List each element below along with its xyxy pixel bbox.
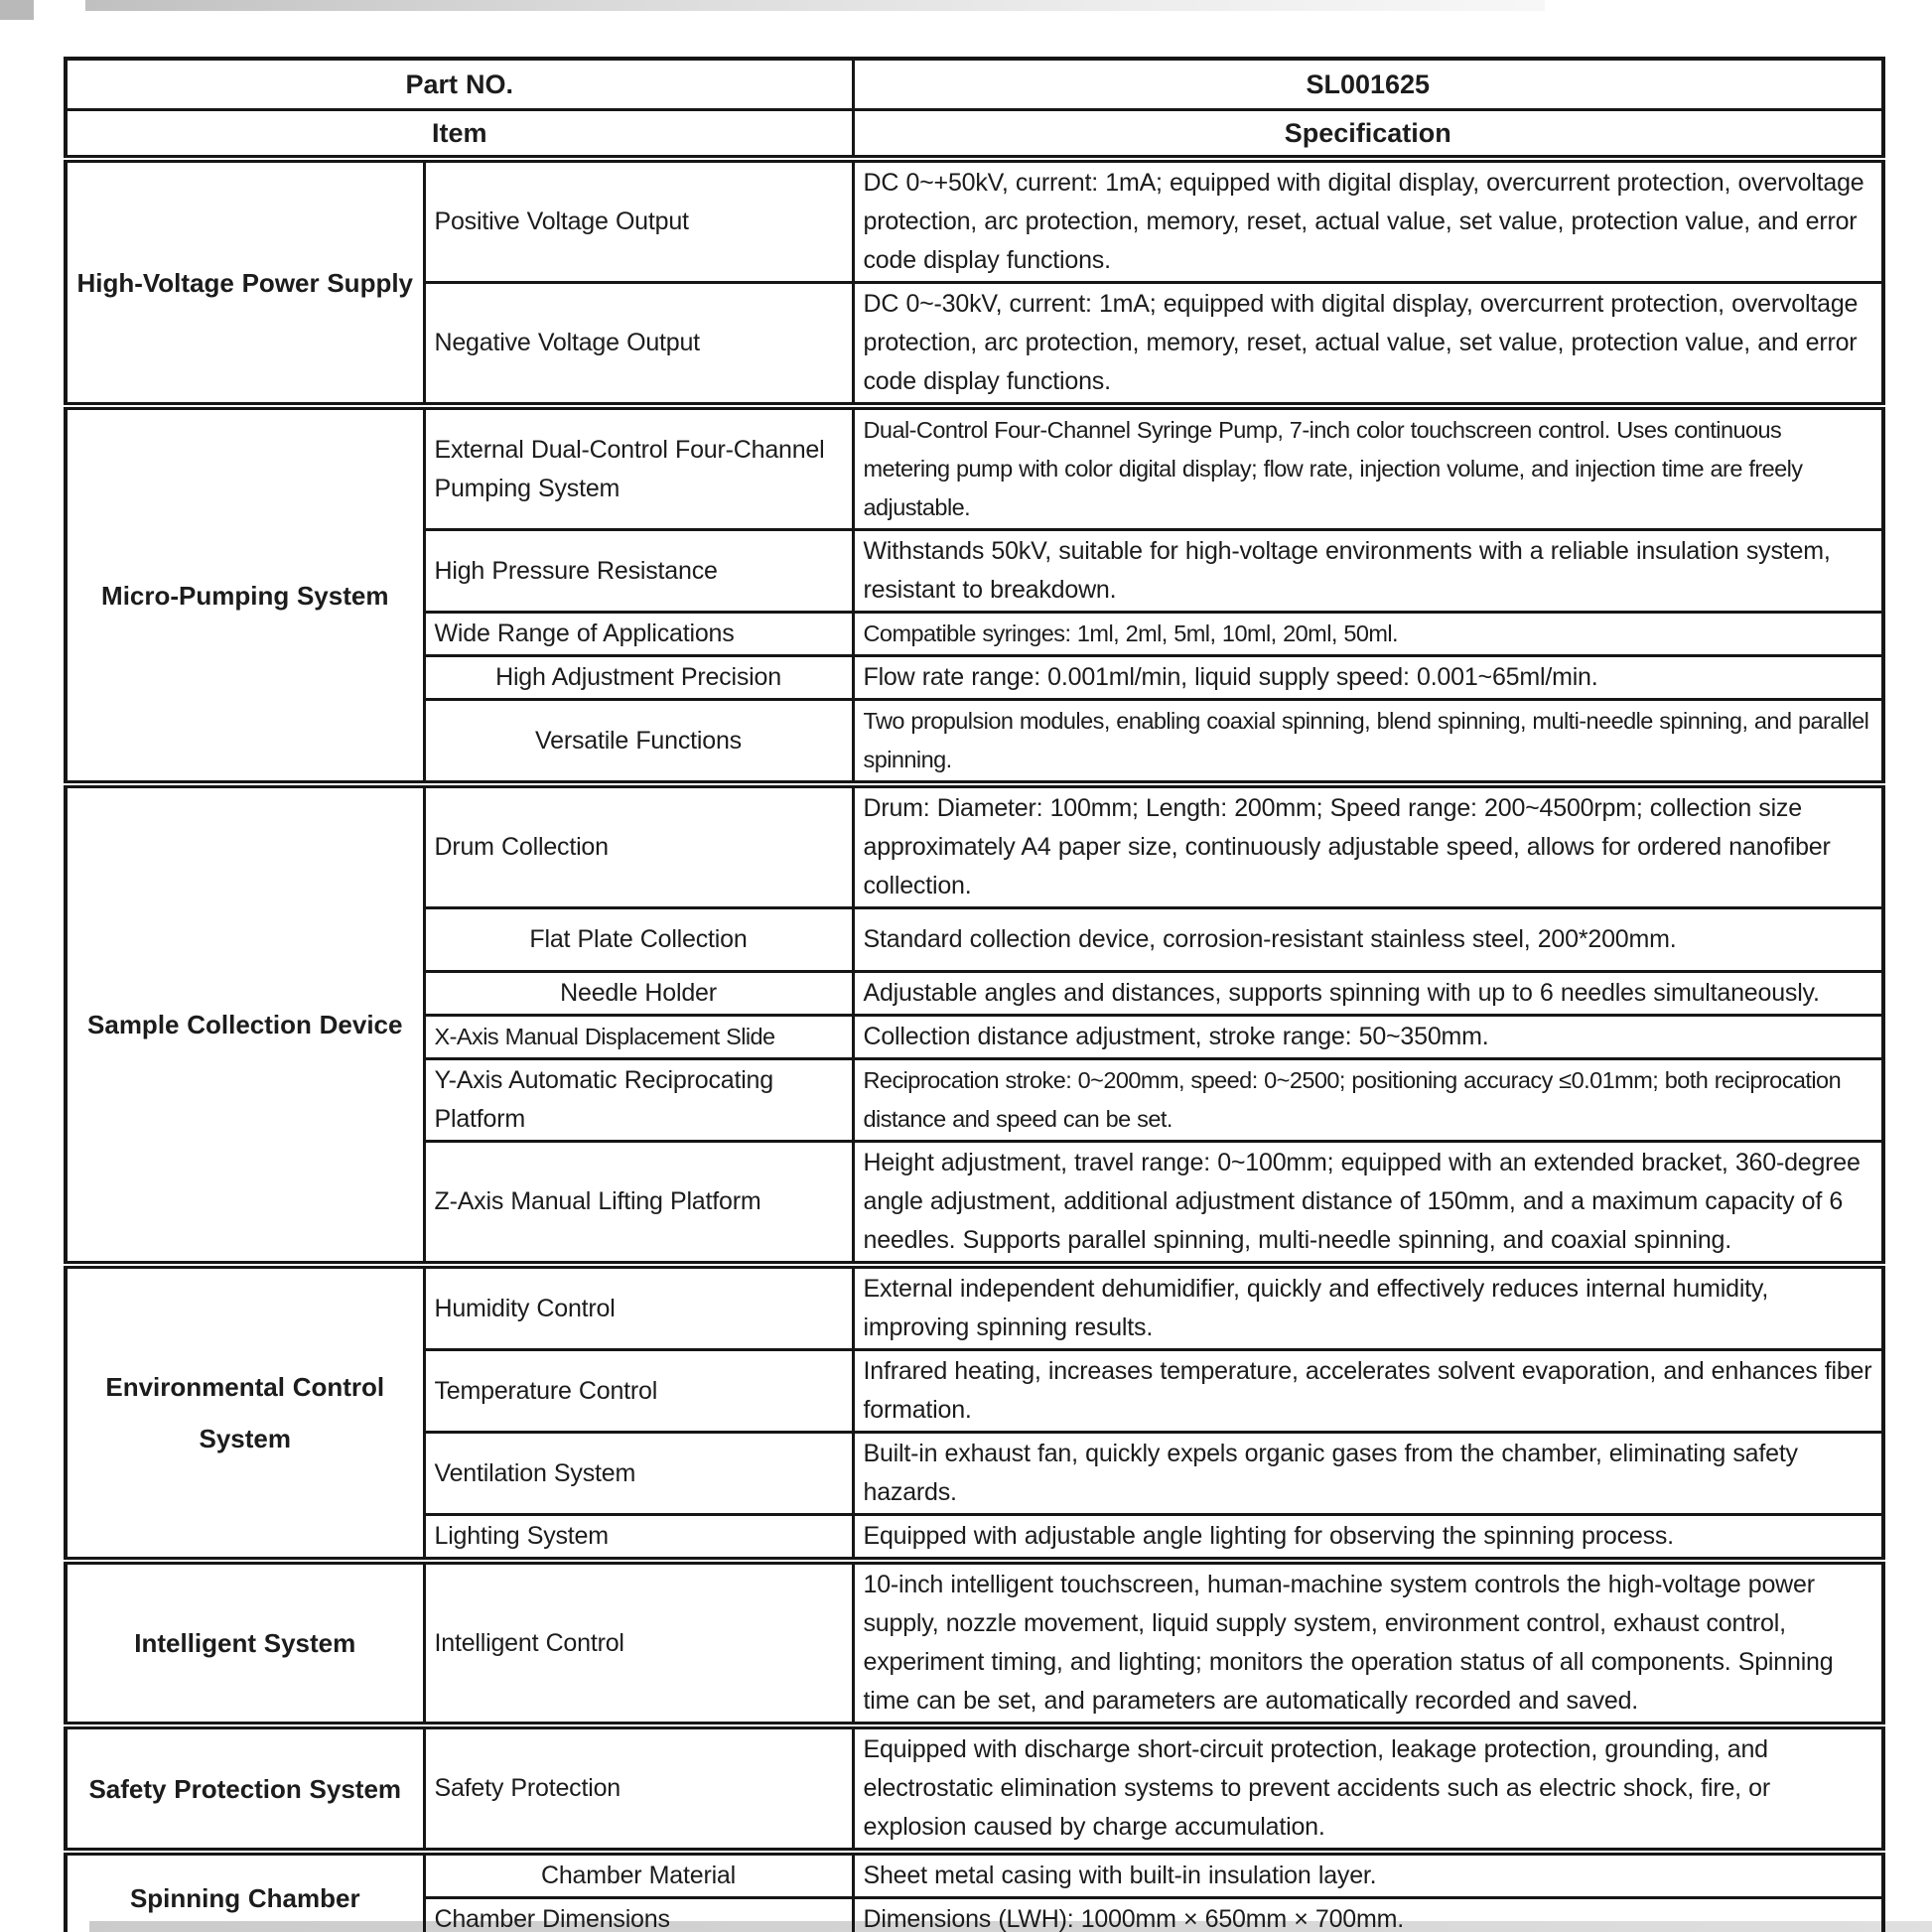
table-header-row-item [66,110,1883,160]
item-cell: Z-Axis Manual Lifting Platform [424,1142,853,1266]
group-cell: Micro-Pumping System [66,406,424,784]
scan-artifact-corner [0,0,34,20]
spec-cell: Two propulsion modules, enabling coaxial spinning, blend spinning, multi-needle spinning, and parallel spinning. [853,700,1883,785]
item-cell: Y-Axis Automatic Reciprocating Platform [424,1059,853,1142]
spec-cell: Built-in exhaust fan, quickly expels organic gases from the chamber, eliminating safety hazards. [853,1433,1883,1515]
table-row [66,1265,1883,1350]
table-row [66,1852,1883,1898]
item-cell: X-Axis Manual Displacement Slide [424,1016,853,1059]
item-cell: Positive Voltage Output [424,159,853,283]
group-cell: Intelligent System [66,1561,424,1725]
item-cell: Drum Collection [424,784,853,908]
group-cell: High-Voltage Power Supply [66,159,424,406]
table-row [66,784,1883,908]
table-row [66,1725,1883,1852]
item-cell: Chamber Dimensions [424,1898,853,1932]
spec-cell: Infrared heating, increases temperature, accelerates solvent evaporation, and enhances fiber formation. [853,1350,1883,1433]
specification-column-header: Specification [853,110,1883,160]
item-cell: Lighting System [424,1515,853,1562]
spec-cell: Compatible syringes: 1ml, 2ml, 5ml, 10ml, 20ml, 50ml. [853,613,1883,656]
spec-cell: Dimensions (LWH): 1000mm × 650mm × 700mm. [853,1898,1883,1932]
group-cell: Spinning Chamber [66,1852,424,1932]
spec-cell: Sheet metal casing with built-in insulation layer. [853,1852,1883,1898]
spec-cell: Height adjustment, travel range: 0~100mm; equipped with an extended bracket, 360-degree angle adjustment, additional adjustment distance of 150mm, and a maximum capacity of 6 needles. Supports parallel spinning, multi-needle spinning, and coaxial spinning. [853,1142,1883,1266]
spec-cell: Flow rate range: 0.001ml/min, liquid supply speed: 0.001~65ml/min. [853,656,1883,700]
spec-cell: Collection distance adjustment, stroke range: 50~350mm. [853,1016,1883,1059]
item-cell: Safety Protection [424,1725,853,1852]
spec-cell: Drum: Diameter: 100mm; Length: 200mm; Speed range: 200~4500rpm; collection size approximately A4 paper size, continuously adjustable speed, allows for ordered nanofiber collection. [853,784,1883,908]
part-no-label: Part NO. [66,59,853,110]
spec-cell: Withstands 50kV, suitable for high-voltage environments with a reliable insulation system, resistant to breakdown. [853,530,1883,613]
item-column-header: Item [66,110,853,160]
item-cell: External Dual-Control Four-Channel Pumping System [424,406,853,530]
item-cell: Humidity Control [424,1265,853,1350]
scan-artifact-top [85,0,1545,11]
spec-cell: Dual-Control Four-Channel Syringe Pump, 7-inch color touchscreen control. Uses continuous metering pump with color digital display; flow rate, injection volume, and injection time are freely adjustable. [853,406,1883,530]
spec-cell: Equipped with adjustable angle lighting for observing the spinning process. [853,1515,1883,1562]
item-cell: Intelligent Control [424,1561,853,1725]
spec-cell: Reciprocation stroke: 0~200mm, speed: 0~2500; positioning accuracy ≤0.01mm; both reciprocation distance and speed can be set. [853,1059,1883,1142]
table-row [66,406,1883,530]
item-cell: Temperature Control [424,1350,853,1433]
specification-table [64,57,1885,1932]
item-cell: Wide Range of Applications [424,613,853,656]
spec-cell: External independent dehumidifier, quickly and effectively reduces internal humidity, improving spinning results. [853,1265,1883,1350]
table-header-row-part-no [66,59,1883,110]
group-cell: Safety Protection System [66,1725,424,1852]
spec-cell: DC 0~+50kV, current: 1mA; equipped with digital display, overcurrent protection, overvoltage protection, arc protection, memory, reset, actual value, set value, protection value, and error code display functions. [853,159,1883,283]
item-cell: High Adjustment Precision [424,656,853,700]
spec-cell: Equipped with discharge short-circuit protection, leakage protection, grounding, and electrostatic elimination systems to prevent accidents such as electric shock, fire, or explosion caused by charge accumulation. [853,1725,1883,1852]
item-cell: Ventilation System [424,1433,853,1515]
part-no-value: SL001625 [853,59,1883,110]
item-cell: Flat Plate Collection [424,908,853,972]
spec-cell: Standard collection device, corrosion-resistant stainless steel, 200*200mm. [853,908,1883,972]
item-cell: Needle Holder [424,972,853,1016]
item-cell: High Pressure Resistance [424,530,853,613]
group-cell: Environmental Control System [66,1265,424,1561]
group-cell: Sample Collection Device [66,784,424,1265]
item-cell: Negative Voltage Output [424,283,853,407]
table-row [66,159,1883,283]
spec-cell: DC 0~-30kV, current: 1mA; equipped with digital display, overcurrent protection, overvoltage protection, arc protection, memory, reset, actual value, set value, protection value, and error code display functions. [853,283,1883,407]
spec-cell: Adjustable angles and distances, supports spinning with up to 6 needles simultaneously. [853,972,1883,1016]
item-cell: Versatile Functions [424,700,853,785]
table-body [66,159,1883,1932]
spec-cell: 10-inch intelligent touchscreen, human-machine system controls the high-voltage power supply, nozzle movement, liquid supply system, environment control, exhaust control, experiment timing, and lighting; monitors the operation status of all components. Spinning time can be set, and parameters are automatically recorded and saved. [853,1561,1883,1725]
item-cell: Chamber Material [424,1852,853,1898]
table-row [66,1561,1883,1725]
